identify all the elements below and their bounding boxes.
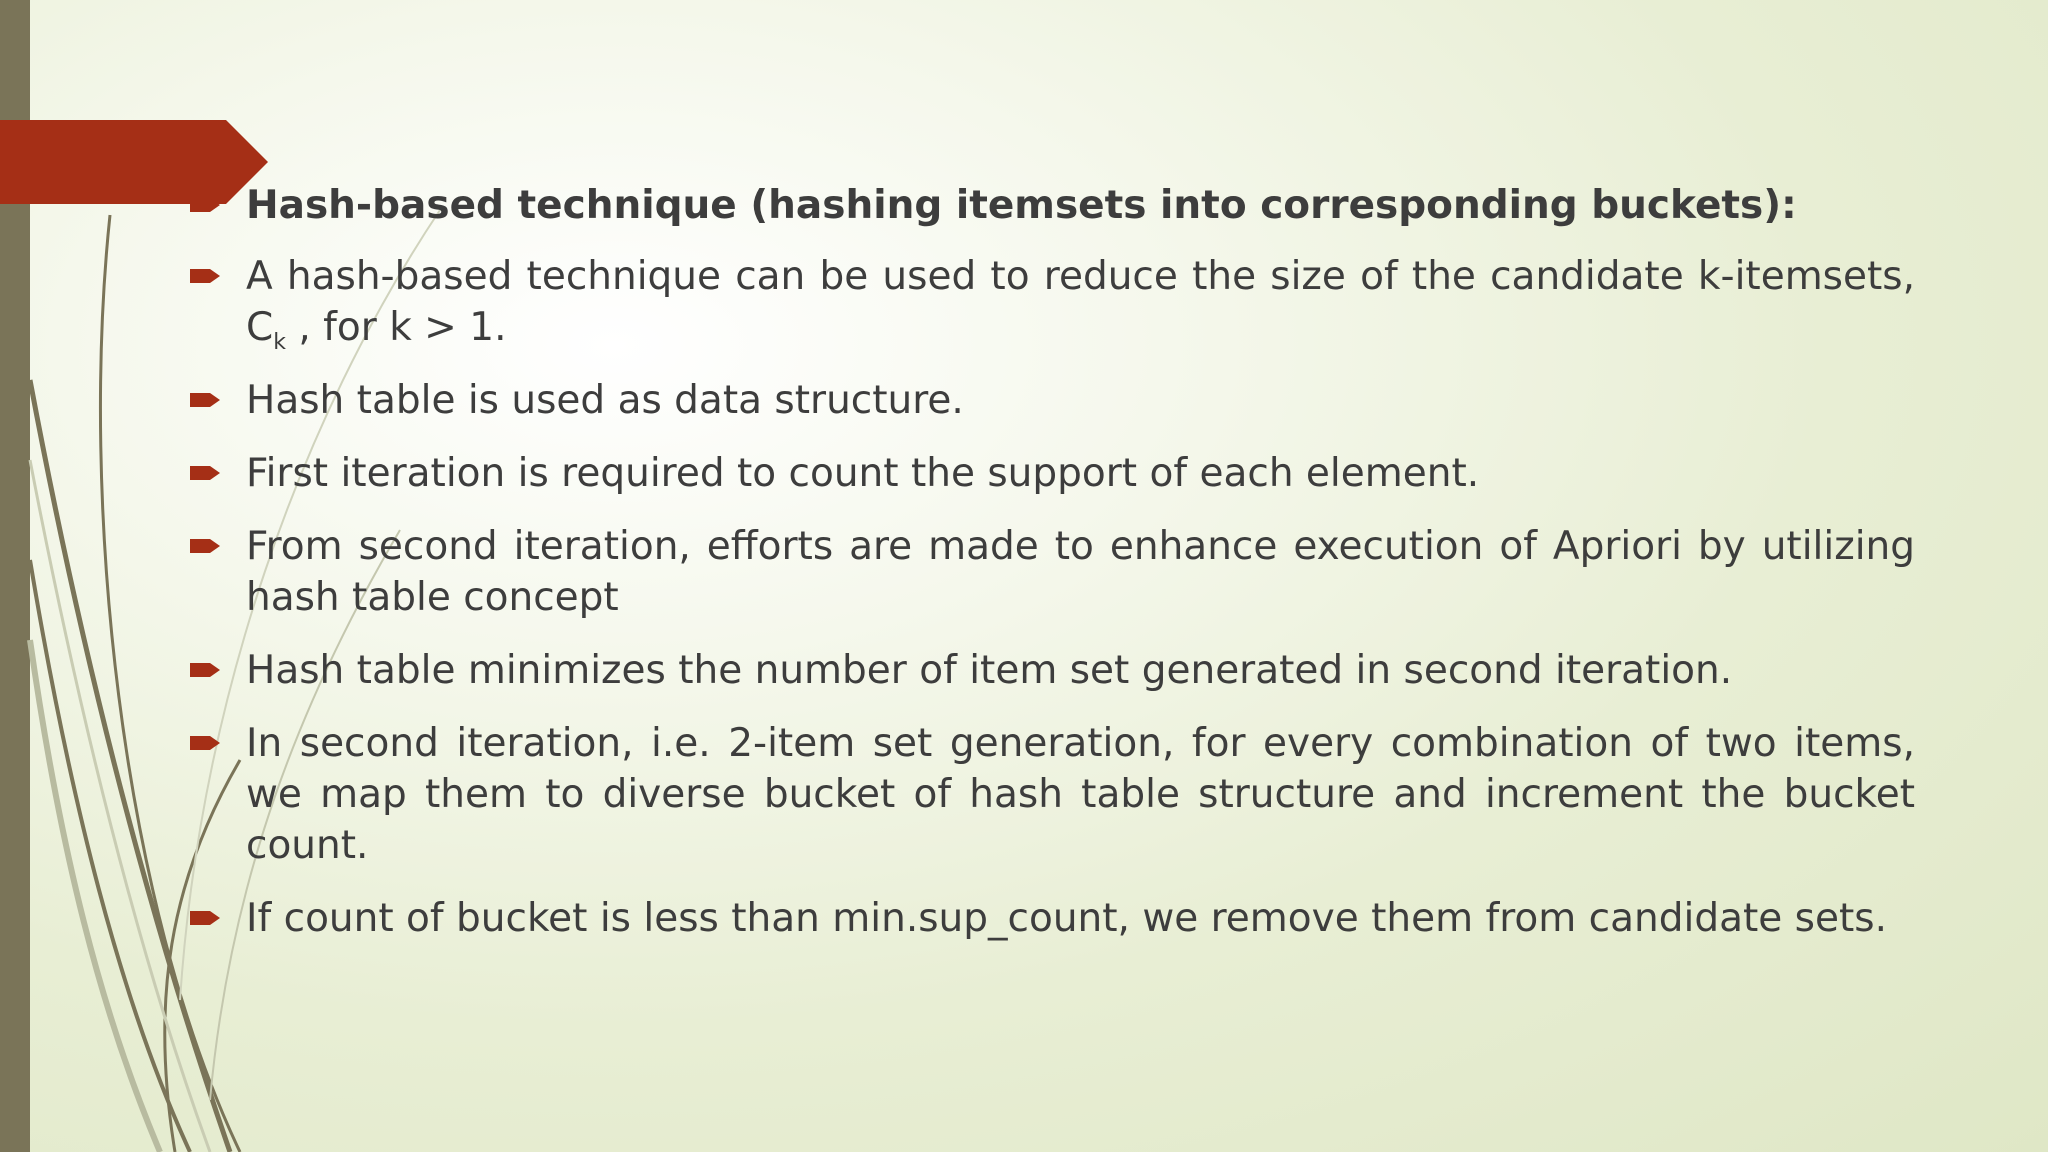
arrow-right-bullet-icon bbox=[190, 265, 222, 287]
bullet-item bbox=[190, 448, 1915, 499]
bullet-heading bbox=[190, 180, 1915, 231]
arrow-right-bullet-icon bbox=[190, 389, 222, 411]
arrow-right-bullet-icon bbox=[190, 659, 222, 681]
bullet-item bbox=[190, 893, 1915, 944]
bullet-subscript: k bbox=[273, 329, 286, 355]
bullet-text-cont: , for k > 1. bbox=[285, 305, 507, 350]
red-arrow-banner bbox=[0, 0, 280, 210]
bullet-text: From second iteration, efforts are made to enhance execution of Apriori by utilizing hash table concept bbox=[246, 524, 1915, 620]
bullet-text: Hash table minimizes the number of item set generated in second iteration. bbox=[246, 648, 1733, 693]
bullet-text: In second iteration, i.e. 2-item set generation, for every combination of two items, we map them to diverse bucket of hash table structure and increment the bucket count. bbox=[246, 721, 1915, 868]
arrow-right-bullet-icon bbox=[190, 535, 222, 557]
bullet-text: If count of bucket is less than min.sup_count, we remove them from candidate sets. bbox=[246, 896, 1887, 941]
bullet-text: A hash-based technique can be used to reduce the size of the candidate k-itemsets, C bbox=[246, 254, 1915, 350]
bullet-item bbox=[190, 718, 1915, 871]
heading-text: Hash-based technique (hashing itemsets into corresponding buckets): bbox=[246, 183, 1797, 228]
arrow-right-bullet-icon bbox=[190, 462, 222, 484]
arrow-right-bullet-icon bbox=[190, 732, 222, 754]
bullet-item bbox=[190, 645, 1915, 696]
bullet-text: First iteration is required to count the support of each element. bbox=[246, 451, 1480, 496]
arrow-right-bullet-icon bbox=[190, 907, 222, 929]
bullet-item bbox=[190, 375, 1915, 426]
slide-content bbox=[190, 180, 1915, 966]
arrow-right-bullet-icon bbox=[190, 194, 222, 216]
bullet-text: Hash table is used as data structure. bbox=[246, 378, 964, 423]
bullet-item bbox=[190, 251, 1915, 353]
bullet-item bbox=[190, 521, 1915, 623]
